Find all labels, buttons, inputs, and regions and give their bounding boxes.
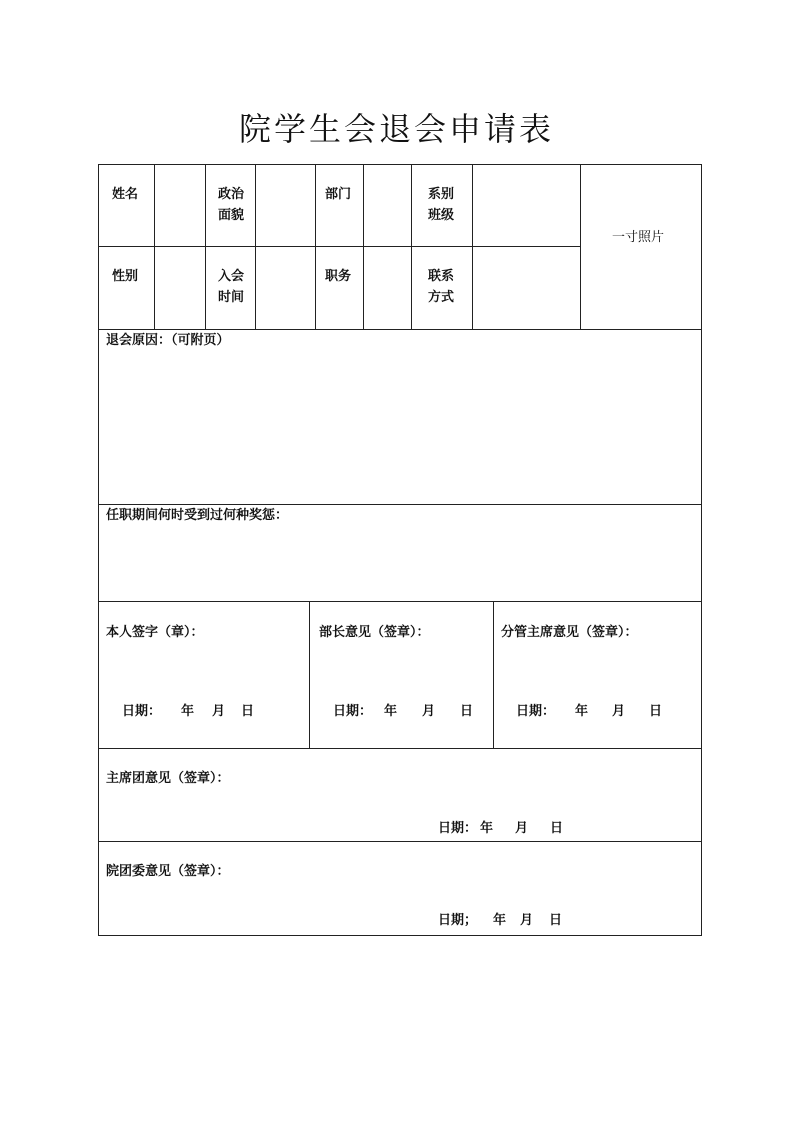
row-divider-1 bbox=[98, 246, 580, 247]
contact-label-line2: 方式 bbox=[428, 290, 455, 305]
col-divider bbox=[154, 164, 155, 329]
minister-date-day: 日 bbox=[460, 704, 474, 719]
politics-label-line1: 政治 bbox=[218, 187, 245, 202]
vice-chair-date-day: 日 bbox=[649, 704, 663, 719]
presidium-date-day: 日 bbox=[550, 821, 564, 836]
application-form-table bbox=[98, 164, 702, 936]
league-date-year: 年 bbox=[493, 913, 507, 928]
vice-chair-date-label: 日期： bbox=[516, 704, 556, 719]
vice-chair-date-month: 月 bbox=[612, 704, 626, 719]
col-divider bbox=[255, 164, 256, 329]
name-label: 姓名 bbox=[112, 187, 139, 202]
minister-date-year: 年 bbox=[384, 704, 398, 719]
col-divider bbox=[363, 164, 364, 329]
department-label: 部门 bbox=[325, 187, 352, 202]
self-date-month: 月 bbox=[212, 704, 226, 719]
league-date-month: 月 bbox=[520, 913, 534, 928]
awards-punishments-label: 任职期间何时受到过何种奖惩： bbox=[106, 508, 289, 523]
league-committee-opinion-label: 院团委意见（签章）： bbox=[106, 864, 230, 879]
join-time-label-line2: 时间 bbox=[218, 290, 245, 305]
minister-date-month: 月 bbox=[422, 704, 436, 719]
politics-label-line2: 面貌 bbox=[218, 208, 245, 223]
table-border-bottom bbox=[98, 935, 702, 936]
presidium-date-month: 月 bbox=[515, 821, 529, 836]
class-label-line2: 班级 bbox=[428, 208, 455, 223]
join-time-label-line1: 入会 bbox=[218, 269, 245, 284]
form-title: 院学生会退会申请表 bbox=[238, 110, 554, 148]
vice-chair-opinion-label: 分管主席意见（签章）： bbox=[501, 625, 638, 640]
position-label: 职务 bbox=[325, 269, 352, 284]
self-signature-label: 本人签字（章）： bbox=[106, 625, 204, 640]
col-divider bbox=[472, 164, 473, 329]
minister-date-label: 日期： bbox=[333, 704, 373, 719]
minister-opinion-label: 部长意见（签章）： bbox=[319, 625, 430, 640]
contact-label-line1: 联系 bbox=[428, 269, 455, 284]
col-divider bbox=[315, 164, 316, 329]
vice-chair-date-year: 年 bbox=[575, 704, 589, 719]
col-divider bbox=[205, 164, 206, 329]
row-divider-4 bbox=[98, 601, 702, 602]
league-date-label: 日期； bbox=[438, 913, 478, 928]
presidium-opinion-label: 主席团意见（签章）： bbox=[106, 771, 230, 786]
self-date-year: 年 bbox=[181, 704, 195, 719]
table-border-left bbox=[98, 164, 99, 936]
photo-placeholder-label: 一寸照片 bbox=[612, 230, 665, 245]
league-date-day: 日 bbox=[549, 913, 563, 928]
sign-col-divider bbox=[493, 601, 494, 748]
table-border-top bbox=[98, 164, 702, 165]
presidium-date-year: 年 bbox=[480, 821, 494, 836]
class-label-line1: 系别 bbox=[428, 187, 455, 202]
row-divider-5 bbox=[98, 748, 702, 749]
self-date-day: 日 bbox=[241, 704, 255, 719]
gender-label: 性别 bbox=[112, 269, 139, 284]
presidium-date-label: 日期： bbox=[438, 821, 478, 836]
withdrawal-reason-label: 退会原因：（可附页） bbox=[106, 333, 230, 348]
table-border-right bbox=[701, 164, 702, 936]
sign-col-divider bbox=[309, 601, 310, 748]
col-divider bbox=[411, 164, 412, 329]
photo-col-divider bbox=[580, 164, 581, 329]
row-divider-6 bbox=[98, 841, 702, 842]
self-date-label: 日期： bbox=[122, 704, 162, 719]
